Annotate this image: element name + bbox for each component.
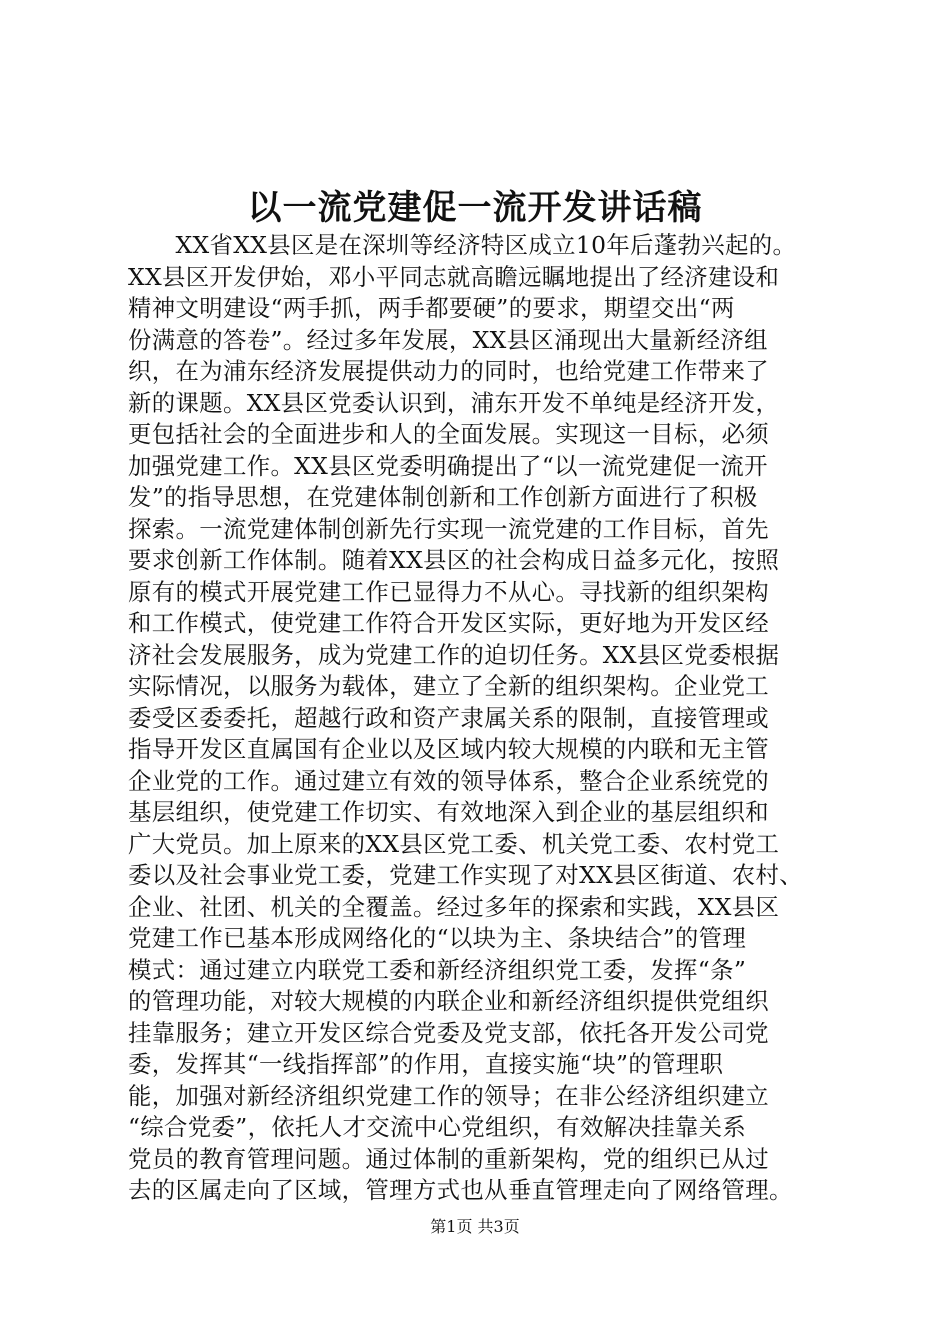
page-number-footer: 第1页 共3页 xyxy=(430,1217,520,1236)
body-line: 要求创新工作体制。随着XX县区的社会构成日益多元化，按照 xyxy=(128,546,780,574)
body-line: 委受区委委托，超越行政和资产隶属关系的限制，直接管理或 xyxy=(128,703,769,732)
body-line: 新的课题。XX县区党委认识到，浦东开发不单纯是经济开发， xyxy=(128,388,780,417)
body-line: “综合党委”，依托人才交流中心党组织，有效解决挂靠关系 xyxy=(128,1113,747,1141)
body-line: 指导开发区直属国有企业以及区域内较大规模的内联和无主管 xyxy=(128,735,769,763)
body-line: 实际情况，以服务为载体，建立了全新的组织架构。企业党工 xyxy=(128,672,769,700)
body-line: 党建工作已基本形成网络化的“以块为主、条块结合”的管理 xyxy=(128,924,747,952)
body-line: 原有的模式开展党建工作已显得力不从心。寻找新的组织架构 xyxy=(128,577,769,606)
body-line: 发”的指导思想，在党建体制创新和工作创新方面进行了积极 xyxy=(128,483,758,511)
body-line: 更包括社会的全面进步和人的全面发展。实现这一目标，必须 xyxy=(128,420,769,448)
body-line: 份满意的答卷”。经过多年发展，XX县区涌现出大量新经济组 xyxy=(128,325,768,354)
body-line: 能，加强对新经济组织党建工作的领导；在非公经济组织建立 xyxy=(128,1081,769,1110)
body-line: 去的区属走向了区域，管理方式也从垂直管理走向了网络管理。 xyxy=(128,1176,793,1204)
body-line: 挂靠服务；建立开发区综合党委及党支部，依托各开发公司党 xyxy=(128,1018,769,1047)
body-line: 的管理功能，对较大规模的内联企业和新经济组织提供党组织 xyxy=(128,987,769,1015)
body-paragraph xyxy=(128,230,828,1207)
body-line: XX县区开发伊始，邓小平同志就高瞻远瞩地提出了经济建设和 xyxy=(128,262,780,291)
body-line: 广大党员。加上原来的XX县区党工委、机关党工委、农村党工 xyxy=(128,829,780,858)
document-title: 以一流党建促一流开发讲话稿 xyxy=(247,188,703,228)
body-line: 济社会发展服务，成为党建工作的迫切任务。XX县区党委根据 xyxy=(128,640,780,669)
body-line: 委以及社会事业党工委，党建工作实现了对XX县区街道、农村、 xyxy=(128,861,803,889)
body-line: 模式：通过建立内联党工委和新经济组织党工委，发挥“条” xyxy=(128,955,747,984)
body-line: 党员的教育管理问题。通过体制的重新架构，党的组织已从过 xyxy=(128,1144,769,1173)
body-line: 加强党建工作。XX县区党委明确提出了“以一流党建促一流开 xyxy=(128,451,768,480)
body-line: 探索。一流党建体制创新先行实现一流党建的工作目标，首先 xyxy=(128,514,769,543)
body-line: 精神文明建设“两手抓，两手都要硬”的要求，期望交出“两 xyxy=(128,294,735,322)
body-line: 企业、社团、机关的全覆盖。经过多年的探索和实践，XX县区 xyxy=(128,892,780,921)
body-line: 企业党的工作。通过建立有效的领导体系，整合企业系统党的 xyxy=(128,766,769,795)
body-line: XX省XX县区是在深圳等经济特区成立10年后蓬勃兴起的。 xyxy=(128,231,797,259)
body-line: 基层组织，使党建工作切实、有效地深入到企业的基层组织和 xyxy=(128,798,769,826)
body-line: 委，发挥其“一线指挥部”的作用，直接实施“块”的管理职 xyxy=(128,1050,724,1078)
body-line: 和工作模式，使党建工作符合开发区实际，更好地为开发区经 xyxy=(128,609,769,637)
body-line: 织，在为浦东经济发展提供动力的同时，也给党建工作带来了 xyxy=(128,357,769,385)
